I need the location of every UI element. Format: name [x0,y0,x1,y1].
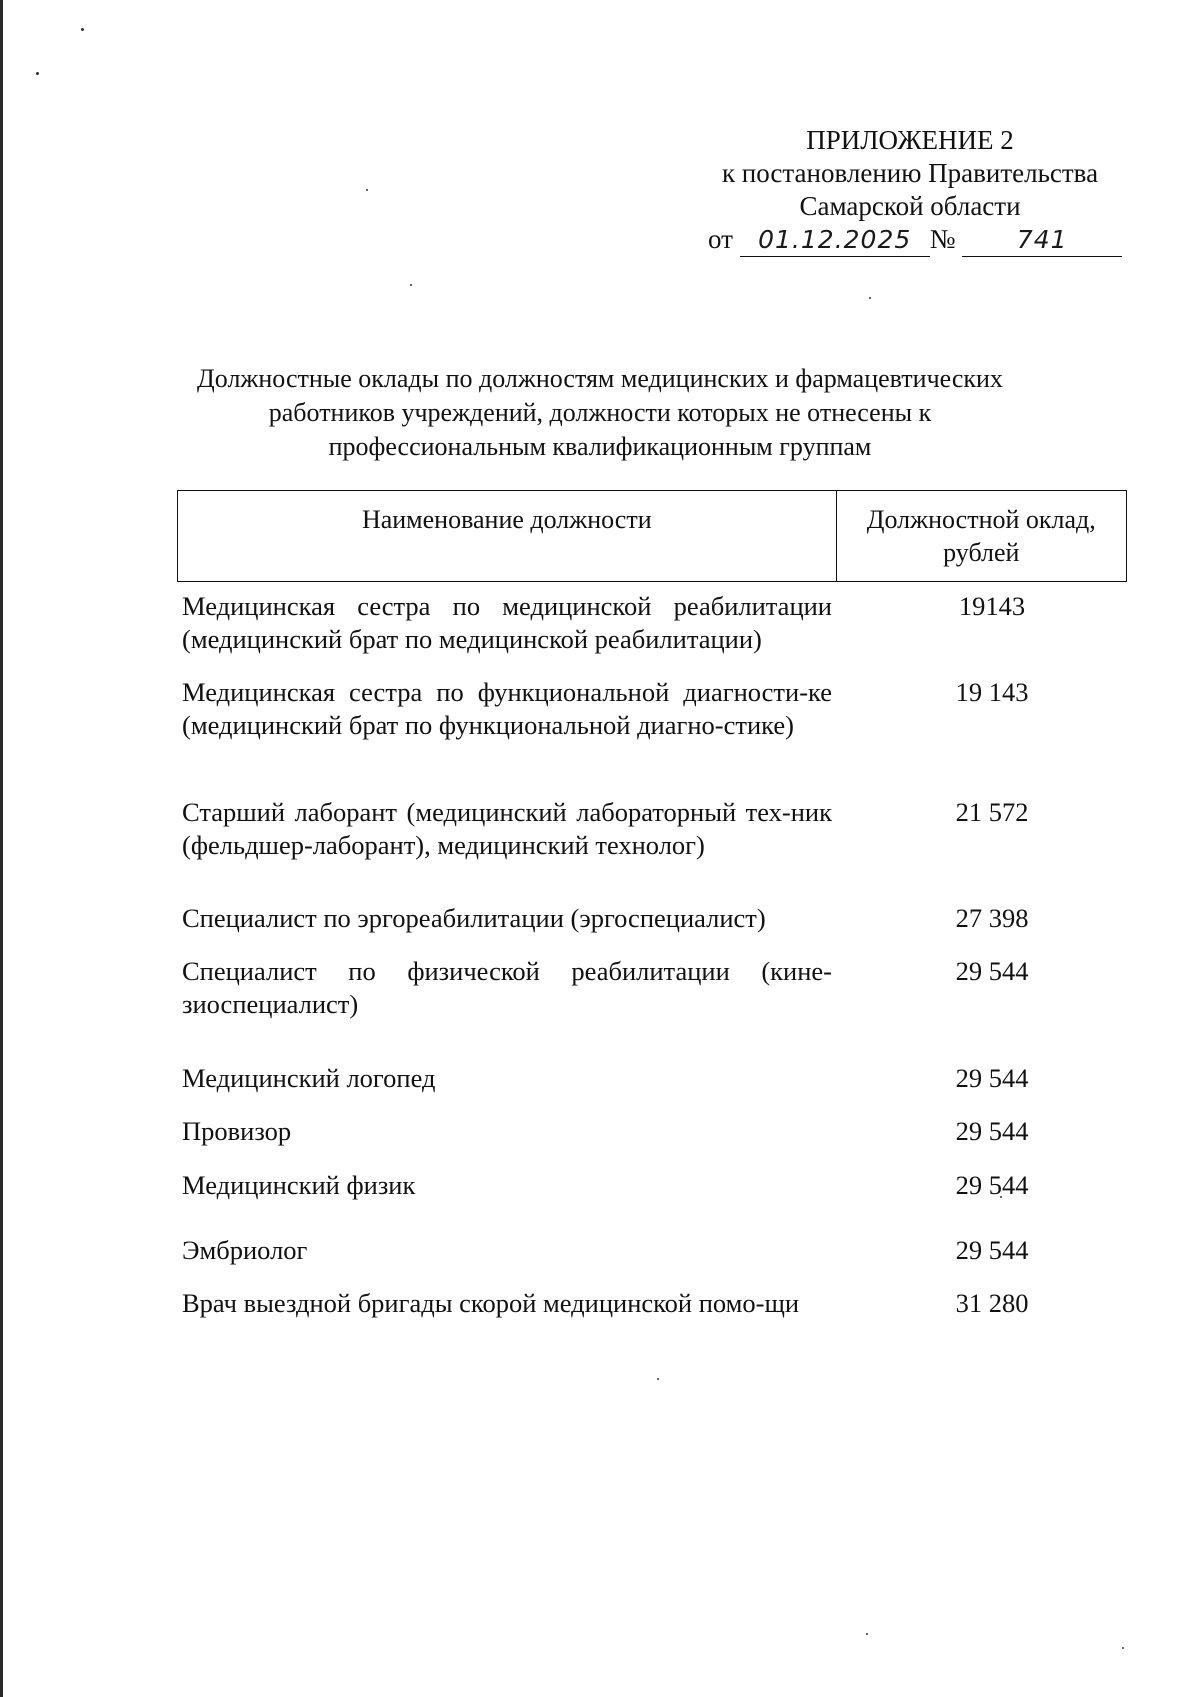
position-name: Специалист по физической реабилитации (кине-зиоспециалист) [182,956,832,1019]
position-name: Эмбриолог [182,1235,308,1265]
annex-subtitle: к постановлению Правительства [721,158,1099,188]
scan-speck [81,28,84,31]
header-salary [836,491,1126,582]
annex-date-line [690,223,1130,257]
position-name: Провизор [182,1116,292,1146]
scan-speck [869,297,871,299]
scan-speck [866,1633,868,1635]
scan-speck [1122,1647,1124,1649]
position-name: Медицинский логопед [182,1063,436,1093]
salary-value: 29 544 [955,1116,1029,1146]
header-salary-line-1: Должностной оклад, [866,505,1096,534]
position-name: Медицинский физик [182,1170,416,1200]
header-row [178,491,1127,582]
salary-value: 29 544 [955,956,1029,986]
header-salary-line-2: рублей [943,538,1020,567]
annex-region: Самарской области [799,191,1021,221]
handwritten-date: 01.12.2025 [740,223,930,257]
document-title [160,362,1040,464]
position-name: Старший лаборант (медицинский лабораторный тех-ник (фельдшер-лаборант), медицинский технолог) [182,797,832,860]
annex-block [690,124,1130,257]
scan-speck [657,1378,659,1380]
position-name: Медицинская сестра по функциональной диагности-ке (медицинский брат по функциональной диагно-стике) [182,677,832,740]
scan-speck [410,284,412,286]
position-name: Медицинская сестра по медицинской реабилитации (медицинский брат по медицинской реабилитации) [182,591,832,654]
salary-value: 27 398 [955,903,1029,933]
scan-speck [366,189,368,191]
title-line-2: работников учреждений, должности которых не отнесены к [268,398,932,427]
salary-value: 29 544 [955,1170,1029,1200]
salary-value: 29 544 [955,1235,1029,1265]
handwritten-number: 741 [962,223,1122,257]
position-name: Врач выездной бригады скорой медицинской помо-щи [182,1288,800,1318]
salary-table-header [177,490,1127,582]
salary-value: 19 143 [955,677,1029,707]
scan-edge [0,0,3,1697]
number-sign: № [929,224,956,254]
salary-value: 31 280 [955,1288,1029,1318]
position-name: Специалист по эргореабилитации (эргоспециалист) [182,903,766,933]
scan-speck [36,72,39,75]
title-line-1: Должностные оклады по должностям медицинских и фармацевтических [197,364,1003,393]
annex-title: ПРИЛОЖЕНИЕ 2 [806,125,1014,155]
salary-value: 19143 [958,591,1026,621]
header-position-name: Наименование должности [178,491,837,582]
salary-value: 29 544 [955,1063,1029,1093]
salary-value: 21 572 [955,797,1029,827]
date-prefix: от [708,224,733,254]
title-line-3: профессиональным квалификационным группам [328,432,872,461]
